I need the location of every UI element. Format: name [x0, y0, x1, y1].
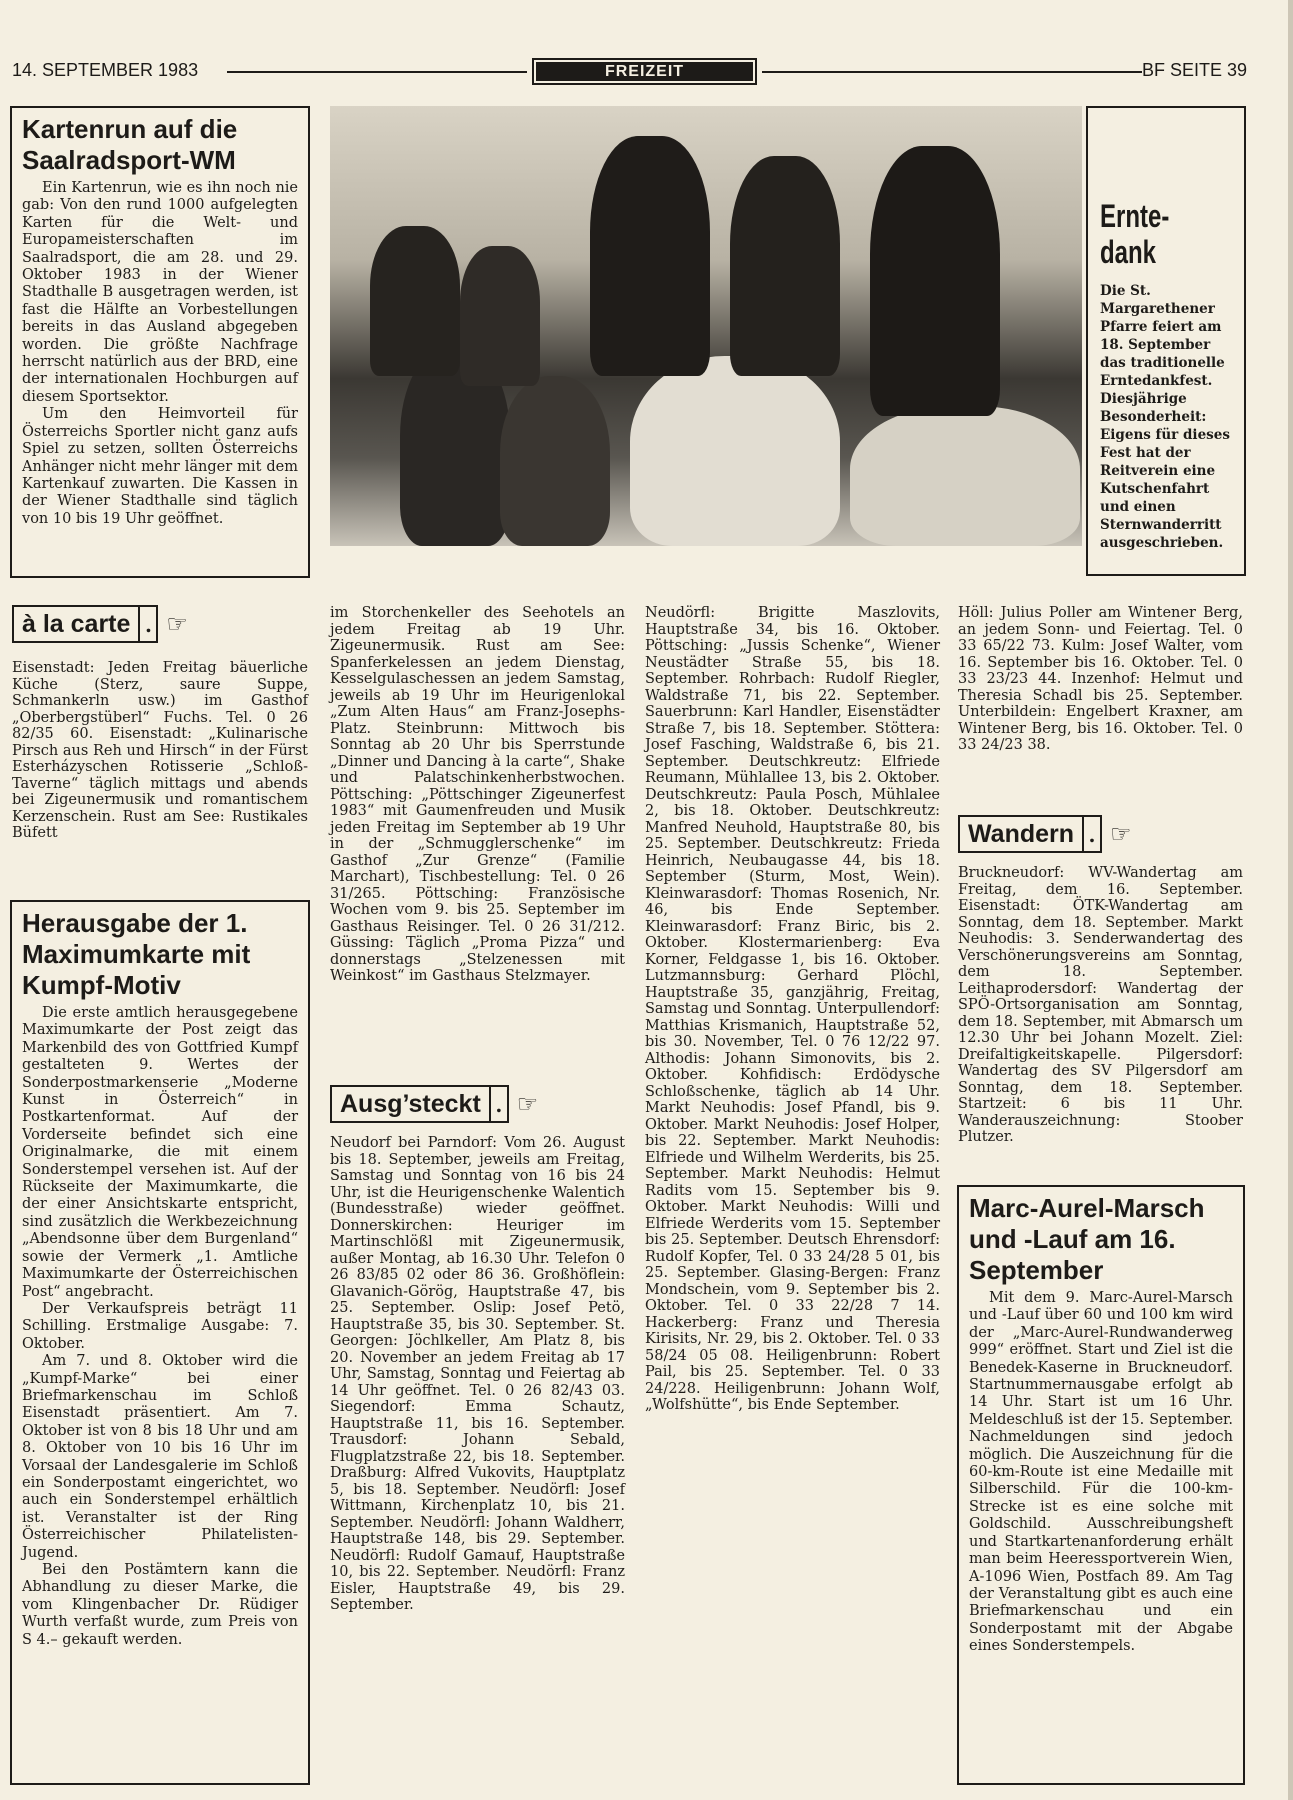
erntedank-title-2: dank	[1100, 234, 1157, 270]
marcaurel-title: Marc-Aurel-Marsch und -Lauf am 16. September	[969, 1193, 1205, 1285]
wandern-label: Wandern	[968, 819, 1075, 848]
pointing-hand-icon: ☞	[1110, 819, 1132, 848]
ausgsteckt-tag: Ausg’steckt . ☞	[330, 1085, 538, 1123]
page-edge	[1288, 0, 1293, 1800]
ausgsteckt-column-3: Neudörfl: Brigitte Maszlovits, Hauptstraße 34, bis 16. Oktober. Pöttsching: „Jussis Schenke“, Wiener Neustädter Straße 55, bis 18. September. Rohrbach: Rudolf Riegler, Waldstraße 71, bis 22. September. Sauerbrunn: Karl Handler, Eisenstädter Straße 7, bis 18. September. Stöttera: Josef Fasching, Waldstraße 6, bis 21. September. Deutschkreutz: Elfriede Reumann, Mühlallee 13, bis 2. Oktober. Deutschkreutz: Paula Posch, Mühlalee 2, bis 18. Oktober. Deutschkreutz: Manfred Neuhold, Hauptstraße 80, bis 25. September. Deutschkreutz: Frieda Heinrich, Neubaugasse 44, bis 18. September (Sturm, Most, Wein). Kleinwarasdorf: Thomas Rosenich, Nr. 46, bis Ende September. Kleinwarasdorf: Franz Biric, bis 2. Oktober. Klostermarienberg: Eva Korner, Feldgasse 1, bis 16. Oktober. Lutzmannsburg: Gerhard Plöchl, Hauptstraße 35, ganzjährig, Freitag, Samstag und Sonntag. Unterpullendorf: Matthias Krismanich, Hauptstraße 52, bis 30. November, Tel. 0 76 12/22 97. Althodis: Johann Simonovits, bis 2. Oktober. Kohfidisch: Erdödysche Schloßschenke, täglich ab 14 Uhr. Markt Neuhodis: Josef Pfandl, bis 9. Oktober. Markt Neuhodis: Josef Holper, bis 22. September. Markt Neuhodis: Elfriede und Wilhelm Werderits, bis 25. September. Markt Neuhodis: Helmut Radits vom 15. September bis 9. Oktober. Markt Neuhodis: Willi und Elfriede Werderits vom 15. September bis 25. September. Deutsch Ehrensdorf: Rudolf Kopfer, Tel. 0 33 24/28 5 01, bis 25. September. Glasing-Bergen: Franz Mondschein, vom 9. September bis 2. Oktober. Tel. 0 33 22/28 7 14. Hackerberg: Franz und Theresia Kirisits, Nr. 29, bis 2. Oktober. Tel. 0 33 58/24 05 08. Heiligenbrunn: Robert Pail, bis 25. September. Tel. 0 33 24/228. Heiligenbrunn: Johann Wolf, „Wolfshütte“, bis Ende September.	[645, 605, 940, 1413]
issue-date: 14. SEPTEMBER 1983	[12, 60, 199, 80]
kartenrun-title: Kartenrun auf die Saalradsport-WM	[22, 114, 238, 175]
header-rule-left	[227, 71, 527, 73]
riders-photo	[330, 106, 1082, 546]
article-erntedank	[1086, 106, 1246, 576]
marcaurel-text: Mit dem 9. Marc-Aurel-Marsch und -Lauf über 60 und 100 km wird der „Marc-Aurel-Rundwanderweg 999“ eröffnet. Start und Ziel ist die Benedek-Kaserne in Bruckneudorf. Startnummernausgabe erfolgt ab 14 Uhr. Start ist um 16 Uhr. Meldeschluß ist der 15. September. Nachmeldungen sind jedoch möglich. Die Auszeichnung für die 60-km-Route ist eine Medaille mit Silberschild. Für die 100-km-Strecke ist es eine solche mit Goldschild. Ausschreibungsheft und Startkartenanforderung erhält man beim Heeressportverein Wien, A-1096 Wien, Postfach 89. Am Tag der Veranstaltung gibt es auch eine Briefmarkenschau und ein Sonderpostamt mit der Abgabe eines Sonderstempels.	[969, 1290, 1233, 1655]
alacarte-label: à la carte	[22, 609, 131, 638]
alacarte-tag: à la carte . ☞	[12, 605, 188, 643]
maximumkarte-paragraph-1: Die erste amtlich herausgegebene Maximumkarte der Post zeigt das Markenbild des von Gottfried Kumpf gestalteten 9. Wertes der Sonderpostmarkenserie „Moderne Kunst in Österreich“ in Postkartenformat. Auf der Vorderseite befindet sich eine Originalmarke, die mit einem Sonderstempel versehen ist. Auf der Rückseite der Maximumkarte, die der einer Ansichtskarte entspricht, sind zusätzlich die Werkbezeichnung „Abendsonne über dem Burgenland“ sowie der Vermerk „1. Amtliche Maximumkarte der Österreichischen Post“ angebracht.	[22, 1005, 298, 1300]
ausgsteckt-label: Ausg’steckt	[340, 1089, 481, 1118]
alacarte-column-1: Eisenstadt: Jeden Freitag bäuerliche Küche (Sterz, saure Suppe, Schmankerln usw.) im Gasthof „Oberbergstüberl“ Fuchs. Tel. 0 26 82/35 60. Eisenstadt: „Kulinarische Pirsch aus Reh und Hirsch“ in der Fürst Esterházyschen Rotisserie „Schloß-Taverne“ täglich mittags und abends bei Zigeunermusik und romantischem Kerzenschein. Rust am See: Rustikales Büfett	[12, 660, 308, 841]
pointing-hand-icon: ☞	[166, 609, 188, 638]
page-number: BF SEITE 39	[1141, 60, 1247, 80]
maximumkarte-paragraph-3: Am 7. und 8. Oktober wird die „Kumpf-Marke“ bei einer Briefmarkenschau im Schloß Eisenstadt präsentiert. Am 7. Oktober ist von 8 bis 18 Uhr und am 8. Oktober von 10 bis 16 Uhr im Vorsaal der Landesgalerie im Schloß ein Sonderpostamt eingerichtet, wo auch ein Sonderstempel erhältlich ist. Veranstalter ist der Ring Österreichischer Philatelisten-Jugend.	[22, 1353, 298, 1561]
wandern-tag: Wandern . ☞	[958, 815, 1132, 853]
maximumkarte-paragraph-4: Bei den Postämtern kann die Abhandlung zu dieser Marke, die vom Klingenbacher Dr. Rüdiger Wurth verfaßt wurde, zum Preis von S 4.– gekauft werden.	[22, 1562, 298, 1648]
pointing-hand-icon: ☞	[516, 1089, 539, 1118]
page-header	[12, 58, 1247, 84]
alacarte-column-2: im Storchenkeller des Seehotels an jedem Freitag ab 19 Uhr. Zigeunermusik. Rust am See: Spanferkelessen an jedem Dienstag, Kesselgulaschessen an jedem Samstag, jeweils ab 19 Uhr im Heurigenlokal „Zum Alten Haus“ am Franz-Josephs-Platz. Steinbrunn: Mittwoch bis Sonntag ab 20 Uhr bis Sperrstunde „Dinner und Dancing à la carte“, Shake und Palatschinkenherbstwochen. Pöttsching: „Pöttschinger Zigeunerfest 1983“ mit Gaumenfreuden und Musik jeden Freitag im September ab 19 Uhr in der „Schmugglerschenke“ im Gasthof „Zur Grenze“ (Familie Marchart), Tischbestellung: Tel. 0 26 31/265. Pöttsching: Französische Wochen vom 9. bis 25. September im Gasthaus Reisinger. Tel. 0 26 31/212. Güssing: Täglich „Proma Pizza“ und donnerstags „Stelzenessen mit Weinkost“ im Gasthaus Stelzmayer.	[330, 605, 625, 984]
erntedank-title-1: Ernte-	[1100, 198, 1170, 234]
ausgsteckt-column-4: Höll: Julius Poller am Wintener Berg, an jedem Sonn- und Feiertag. Tel. 0 33 65/22 73. Kulm: Josef Walter, vom 16. September bis 16. Oktober. Tel. 0 33 23/23 44. Inzenhof: Helmut und Theresia Schadl bis 25. September. Unterbildein: Engelbert Kraxner, am Wintener Berg, bis 16. Oktober. Tel. 0 33 24/23 38.	[958, 605, 1243, 753]
article-kartenrun	[10, 106, 310, 578]
kartenrun-paragraph-1: Ein Kartenrun, wie es ihn noch nie gab: Von den rund 1000 aufgelegten Karten für die Welt- und Europameisterschaften im Saalradsport, die am 28. und 29. Oktober 1983 in der Wiener Stadthalle B ausgetragen werden, ist fast die Hälfte an Vorbestellungen bereits in das Ausland abgegeben worden. Die größte Nachfrage herrscht natürlich aus der BRD, eine der internationalen Hochburgen auf diesem Sportsektor.	[22, 180, 298, 405]
erntedank-text: Die St. Margarethener Pfarre feiert am 18. September das traditionelle Erntedankfest. Diesjährige Besonderheit: Eigens für dieses Fest hat der Reitverein eine Kutschenfahrt und einen Sternwanderritt ausgeschrieben.	[1100, 283, 1230, 551]
kartenrun-paragraph-2: Um den Heimvorteil für Österreichs Sportler nicht ganz aufs Spiel zu setzen, sollten Österreichs Anhänger nicht mehr länger mit dem Kartenkauf zuwarten. Die Kassen in der Wiener Stadthalle sind täglich von 10 bis 19 Uhr geöffnet.	[22, 406, 298, 527]
article-marcaurel	[957, 1185, 1245, 1785]
wandern-column: Bruckneudorf: WV-Wandertag am Freitag, dem 16. September. Eisenstadt: ÖTK-Wandertag am Sonntag, dem 18. September. Markt Neuhodis: 3. Senderwandertag des Verschönerungsvereins am Sonntag, dem 18. September. Leithaprodersdorf: Wandertag der SPÖ-Ortsorganisation am Sonntag, dem 18. September, mit Abmarsch um 12.30 Uhr bei Johann Mozelt. Ziel: Dreifaltigkeitskapelle. Pilgersdorf: Wandertag des SV Pilgersdorf am Sonntag, dem 18. September. Startzeit: 6 bis 11 Uhr. Wanderauszeichnung: Stoober Plutzer.	[958, 865, 1243, 1145]
maximumkarte-title: Herausgabe der 1. Maximumkarte mit Kumpf-Motiv	[22, 908, 251, 1000]
ausgsteckt-column-2: Neudorf bei Parndorf: Vom 26. August bis 18. September, jeweils am Freitag, Samstag und Sonntag von 16 bis 24 Uhr, ist die Heurigenschenke Walentich (Bundesstraße) wieder geöffnet. Donnerskirchen: Heuriger im Martinschlößl mit Zigeunermusik, außer Montag, ab 16.30 Uhr. Telefon 0 26 83/85 02 oder 86 36. Großhöflein: Glavanich-Görög, Hauptstraße 47, bis 25. September. Oslip: Josef Petö, Hauptstraße 35, bis 30. September. St. Georgen: Jöchlkeller, Am Platz 8, bis 20. November an jedem Freitag ab 17 Uhr, Samstag, Sonntag und Feiertag ab 14 Uhr geöffnet. Tel. 0 26 82/43 03. Siegendorf: Emma Schautz, Hauptstraße 11, bis 16. September. Trausdorf: Johann Sebald, Flugplatzstraße 22, bis 18. September. Draßburg: Alfred Vukovits, Hauptplatz 5, bis 18. September. Neudörfl: Josef Wittmann, Kirchenplatz 10, bis 21. September. Neudörfl: Johann Waldherr, Hauptstraße 148, bis 29. September. Neudörfl: Rudolf Gamauf, Hauptstraße 10, bis 22. September. Neudörfl: Franz Eisler, Hauptstraße 49, bis 29. September.	[330, 1135, 625, 1613]
section-label: FREIZEIT	[532, 58, 757, 85]
maximumkarte-paragraph-2: Der Verkaufspreis beträgt 11 Schilling. Erstmalige Ausgabe: 7. Oktober.	[22, 1300, 298, 1352]
header-rule-right	[762, 71, 1142, 73]
article-maximumkarte	[10, 900, 310, 1785]
